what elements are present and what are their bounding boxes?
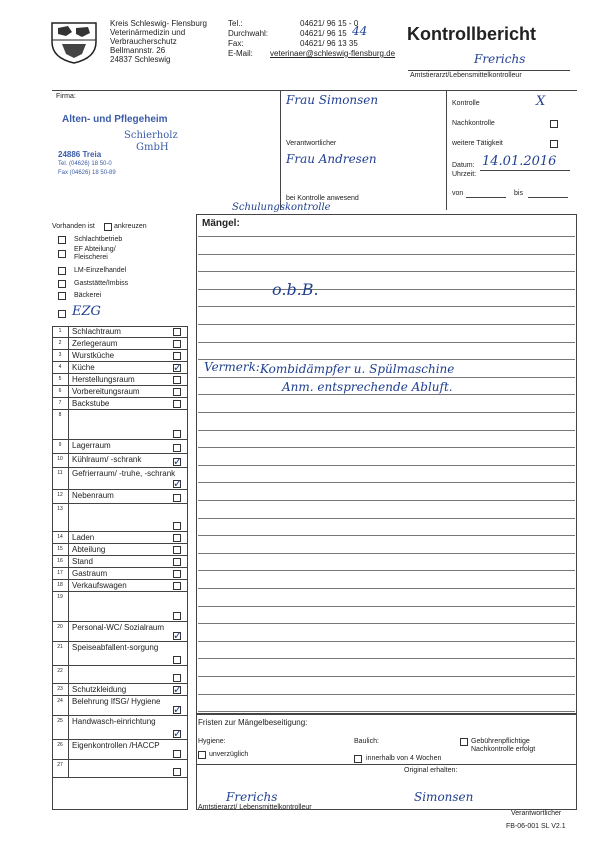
area-row-number: 16	[52, 556, 69, 567]
email-label: E-Mail:	[228, 49, 253, 58]
authority-line-2: Veterinärmedizin und	[110, 28, 186, 37]
area-row-checkbox[interactable]	[173, 376, 181, 384]
stamp-line-1: Alten- und Pflegeheim	[62, 114, 168, 125]
area-row-checkbox[interactable]	[173, 727, 183, 740]
ruled-line	[198, 377, 575, 378]
type-label-1: Schlachtbetrieb	[74, 236, 123, 243]
tel-label: Tel.:	[228, 19, 243, 28]
coat-of-arms	[48, 20, 100, 64]
area-row-number: 11	[52, 468, 69, 489]
area-row	[52, 696, 188, 716]
firm-stamp	[58, 112, 198, 184]
area-row-checkbox[interactable]	[173, 750, 181, 758]
datum-value: 14.01.2016	[482, 154, 557, 169]
fax-label: Fax:	[228, 39, 244, 48]
area-row-number: 3	[52, 350, 69, 361]
check-mark-icon: ✓	[173, 703, 183, 716]
durchwahl-label: Durchwahl:	[228, 29, 269, 38]
gebuehr-label-1: Gebührenpflichtige	[471, 738, 530, 745]
ruled-line	[198, 711, 575, 712]
ruled-line	[198, 535, 575, 536]
area-row-label: Eigenkontrollen /HACCP	[72, 741, 160, 750]
email-value: veterinaer@schleswig-flensburg.de	[270, 49, 396, 58]
area-row-number: 15	[52, 544, 69, 555]
area-row-checkbox[interactable]	[173, 570, 181, 578]
area-row-label: Gefrierraum/ -truhe, -schrank	[72, 469, 176, 478]
ruled-line	[198, 236, 575, 237]
area-row-checkbox[interactable]	[173, 494, 181, 502]
ruled-line	[198, 588, 575, 589]
stamp-line-4: 24886 Treia	[58, 150, 102, 159]
ruled-line	[198, 306, 575, 307]
check-mark-icon: ✓	[173, 727, 183, 740]
type-checkbox-1[interactable]	[58, 236, 66, 244]
unverzueglich-checkbox[interactable]	[198, 751, 206, 759]
area-row-label: Belehrung IfSG/ Hygiene	[72, 697, 161, 706]
ruled-line	[198, 570, 575, 571]
area-row-checkbox[interactable]	[173, 328, 181, 336]
area-row-number: 1	[52, 326, 69, 337]
authority-line-5: 24837 Schleswig	[110, 55, 171, 64]
area-row-number: 24	[52, 696, 69, 715]
area-row-checkbox[interactable]	[173, 546, 181, 554]
area-row-checkbox[interactable]	[173, 703, 183, 716]
area-row-checkbox[interactable]	[173, 444, 181, 452]
area-row-label: Laden	[72, 533, 95, 542]
type-handwritten: EZG	[72, 304, 101, 319]
ruled-line	[198, 342, 575, 343]
area-row	[52, 386, 188, 398]
gebuehr-label-2: Nachkontrolle erfolgt	[471, 746, 536, 753]
authority-line-1: Kreis Schleswig- Flensburg	[110, 19, 207, 28]
stamp-line-3: GmbH	[136, 142, 169, 153]
area-row-label: Verkaufswagen	[72, 581, 127, 590]
ruled-line	[198, 394, 575, 395]
area-row	[52, 374, 188, 386]
type-label-5: Bäckerei	[74, 292, 102, 299]
area-row-checkbox[interactable]	[173, 534, 181, 542]
area-row-number: 5	[52, 374, 69, 385]
inspector-caption: Amtstierarzt/Lebensmittelkontrolleur	[410, 72, 522, 79]
responsible-sig-caption: Verantwortlicher	[511, 810, 562, 817]
hygiene-label: Hygiene:	[198, 738, 226, 745]
area-row-number: 9	[52, 440, 69, 453]
type-checkbox-3[interactable]	[58, 267, 66, 275]
area-row	[52, 490, 188, 504]
ruled-line	[198, 518, 575, 519]
ruled-line	[198, 271, 575, 272]
type-checkbox-6[interactable]	[58, 310, 66, 318]
area-row	[52, 410, 188, 440]
defects-handwritten-2b: Kombidämpfer u. Spülmaschine	[260, 362, 455, 376]
ruled-line	[198, 553, 575, 554]
area-row-label: Vorbereitungsraum	[72, 387, 140, 396]
area-row	[52, 642, 188, 666]
type-label-3: LM-Einzelhandel	[74, 267, 127, 274]
responsible-name-2: Frau Andresen	[286, 152, 377, 166]
area-row-checkbox[interactable]	[173, 388, 181, 396]
area-row-label: Handwasch-einrichtung	[72, 717, 156, 726]
type-label-2: EF Abteilung/ Fleischerei	[74, 246, 116, 261]
area-row-checkbox[interactable]	[173, 340, 181, 348]
area-row-number: 10	[52, 454, 69, 467]
authority-line-3: Verbraucherschutz	[110, 37, 177, 46]
area-row-checkbox[interactable]	[173, 361, 183, 374]
area-row-label: Abteilung	[72, 545, 106, 554]
area-row	[52, 326, 188, 338]
von-label: von	[452, 190, 464, 197]
area-row	[52, 398, 188, 410]
original-label: Original erhalten:	[404, 767, 458, 774]
check-mark-icon: ✓	[173, 361, 183, 374]
ruled-line	[198, 254, 575, 255]
defects-handwritten-3: Anm. entsprechende Abluft.	[282, 380, 453, 394]
present-handwritten: Schulungskontrolle	[232, 202, 331, 213]
area-row	[52, 454, 188, 468]
ruled-line	[198, 500, 575, 501]
durchwahl-handwritten: 44	[352, 24, 368, 38]
defects-handwritten-1: o.b.B.	[272, 280, 319, 299]
present-label: bei Kontrolle anwesend	[286, 195, 359, 202]
area-row-label: Personal-WC/ Sozialraum	[72, 623, 165, 632]
inspector-signature-bottom: Frerichs	[226, 790, 278, 804]
area-row	[52, 666, 188, 684]
area-row	[52, 580, 188, 592]
tel-value: 04621/ 96 15 - 0	[300, 19, 359, 28]
area-row	[52, 504, 188, 532]
area-row-number: 13	[52, 504, 69, 531]
area-row-checkbox[interactable]	[173, 629, 183, 642]
area-row-number: 6	[52, 386, 69, 397]
wochen-checkbox[interactable]	[354, 755, 362, 763]
area-row-label: Kühlraum/ -schrank	[72, 455, 142, 464]
vorhanden-label: Vorhanden ist	[52, 223, 95, 230]
weitere-checkbox[interactable]	[550, 140, 558, 148]
area-row-number: 12	[52, 490, 69, 503]
ruled-line	[198, 412, 575, 413]
area-row-label: Zerlegeraum	[72, 339, 118, 348]
ruled-line	[198, 606, 575, 607]
ruled-line	[198, 694, 575, 695]
firm-label: Firma:	[56, 93, 76, 100]
ruled-line	[198, 465, 575, 466]
area-row	[52, 544, 188, 556]
bis-label: bis	[514, 190, 523, 197]
area-row-number: 2	[52, 338, 69, 349]
area-row-number: 23	[52, 684, 69, 695]
ruled-line	[198, 324, 575, 325]
area-row-label: Gastraum	[72, 569, 108, 578]
type-checkbox-4[interactable]	[58, 280, 66, 288]
stamp-line-2: Schierholz	[124, 130, 178, 141]
unverzueglich-label: unverzüglich	[209, 751, 249, 758]
area-row-label: Wurstküche	[72, 351, 115, 360]
area-row-label: Schutzkleidung	[72, 685, 127, 694]
area-row-checkbox[interactable]	[173, 582, 181, 590]
authority-line-4: Bellmannstr. 26	[110, 46, 166, 55]
fax-value: 04621/ 96 13 35	[300, 39, 358, 48]
area-row-number: 14	[52, 532, 69, 543]
uhrzeit-label: Uhrzeit:	[452, 171, 477, 178]
type-label-4: Gaststätte/Imbiss	[74, 280, 129, 287]
area-row-checkbox[interactable]	[173, 612, 181, 620]
area-row-checkbox[interactable]	[173, 522, 181, 530]
ruled-line	[198, 447, 575, 448]
check-mark-icon: ✓	[173, 683, 183, 696]
ruled-line	[198, 289, 575, 290]
check-mark-icon: ✓	[173, 629, 183, 642]
area-row-number: 26	[52, 740, 69, 759]
inspector-sig-caption: Amtstierarzt/ Lebensmittelkontrolleur	[198, 804, 312, 811]
area-row-number: 20	[52, 622, 69, 641]
area-row-checkbox[interactable]	[173, 768, 181, 776]
area-row-label: Stand	[72, 557, 93, 566]
area-row	[52, 622, 188, 642]
area-row	[52, 716, 188, 740]
inspector-signature: Frerichs	[474, 52, 526, 66]
ruled-line	[198, 641, 575, 642]
area-row-checkbox[interactable]	[173, 558, 181, 566]
ruled-line	[198, 623, 575, 624]
area-row-checkbox[interactable]	[173, 352, 181, 360]
baulich-label: Baulich:	[354, 738, 379, 745]
form-code: FB-06-001 SL V2.1	[506, 823, 566, 830]
datum-label: Datum:	[452, 162, 475, 169]
type-checkbox-5[interactable]	[58, 292, 66, 300]
area-row-checkbox[interactable]	[173, 477, 183, 490]
area-row-checkbox[interactable]	[173, 674, 181, 682]
ruled-line	[198, 430, 575, 431]
check-mark-icon: ✓	[173, 477, 183, 490]
kontrolle-label: Kontrolle	[452, 100, 480, 107]
weitere-label: weitere Tätigkeit	[452, 140, 503, 147]
area-row-label: Herstellungsraum	[72, 375, 135, 384]
type-checkbox-2[interactable]	[58, 250, 66, 258]
area-row	[52, 740, 188, 760]
ruled-line	[198, 676, 575, 677]
area-row-number: 27	[52, 760, 69, 777]
nachkontrolle-checkbox[interactable]	[550, 120, 558, 128]
area-row	[52, 568, 188, 580]
defects-label: Mängel:	[202, 218, 240, 229]
stamp-line-5: Tel. (04626) 18 50-0	[58, 161, 112, 167]
area-row-label: Backstube	[72, 399, 110, 408]
kontrolle-mark: X	[536, 94, 546, 109]
area-row-checkbox[interactable]	[173, 683, 183, 696]
stamp-line-6: Fax (04626) 18 50-89	[58, 170, 116, 176]
area-row	[52, 350, 188, 362]
area-row	[52, 684, 188, 696]
responsible-name: Frau Simonsen	[286, 93, 379, 107]
durchwahl-value: 04621/ 96 15	[300, 29, 347, 38]
area-row	[52, 468, 188, 490]
area-row	[52, 532, 188, 544]
area-row	[52, 362, 188, 374]
ankreuzen-label: ankreuzen	[114, 223, 147, 230]
area-row-number: 7	[52, 398, 69, 409]
area-row-checkbox[interactable]	[173, 455, 183, 468]
area-row-number: 17	[52, 568, 69, 579]
responsible-label: Verantwortlicher	[286, 140, 337, 147]
area-row-number: 8	[52, 410, 69, 439]
gebuehr-checkbox[interactable]	[460, 738, 468, 746]
fristen-label: Fristen zur Mängelbeseitigung:	[198, 718, 308, 727]
area-row-number: 18	[52, 580, 69, 591]
nachkontrolle-label: Nachkontrolle	[452, 120, 495, 127]
area-row	[52, 338, 188, 350]
area-row-label: Lagerraum	[72, 441, 111, 450]
document-title: Kontrollbericht	[407, 24, 536, 44]
wochen-label: innerhalb von 4 Wochen	[366, 755, 442, 762]
area-row-checkbox[interactable]	[173, 656, 181, 664]
ruled-line	[198, 658, 575, 659]
area-row-number: 19	[52, 592, 69, 621]
area-row-label: Nebenraum	[72, 491, 114, 500]
area-row	[52, 592, 188, 622]
area-row-number: 21	[52, 642, 69, 665]
ankreuzen-checkbox[interactable]	[104, 223, 112, 231]
area-row-number: 22	[52, 666, 69, 683]
area-row	[52, 440, 188, 454]
area-row-checkbox[interactable]	[173, 430, 181, 438]
area-row	[52, 556, 188, 568]
area-row	[52, 760, 188, 778]
area-row-number: 25	[52, 716, 69, 739]
defects-handwritten-2a: Vermerk:	[204, 360, 260, 374]
area-row-label: Speiseabfallent-sorgung	[72, 643, 159, 652]
area-row-label: Schlachtraum	[72, 327, 121, 336]
area-row-checkbox[interactable]	[173, 400, 181, 408]
check-mark-icon: ✓	[173, 455, 183, 468]
area-row-label: Küche	[72, 363, 95, 372]
ruled-line	[198, 482, 575, 483]
responsible-signature: Simonsen	[414, 790, 474, 804]
area-row-number: 4	[52, 362, 69, 373]
